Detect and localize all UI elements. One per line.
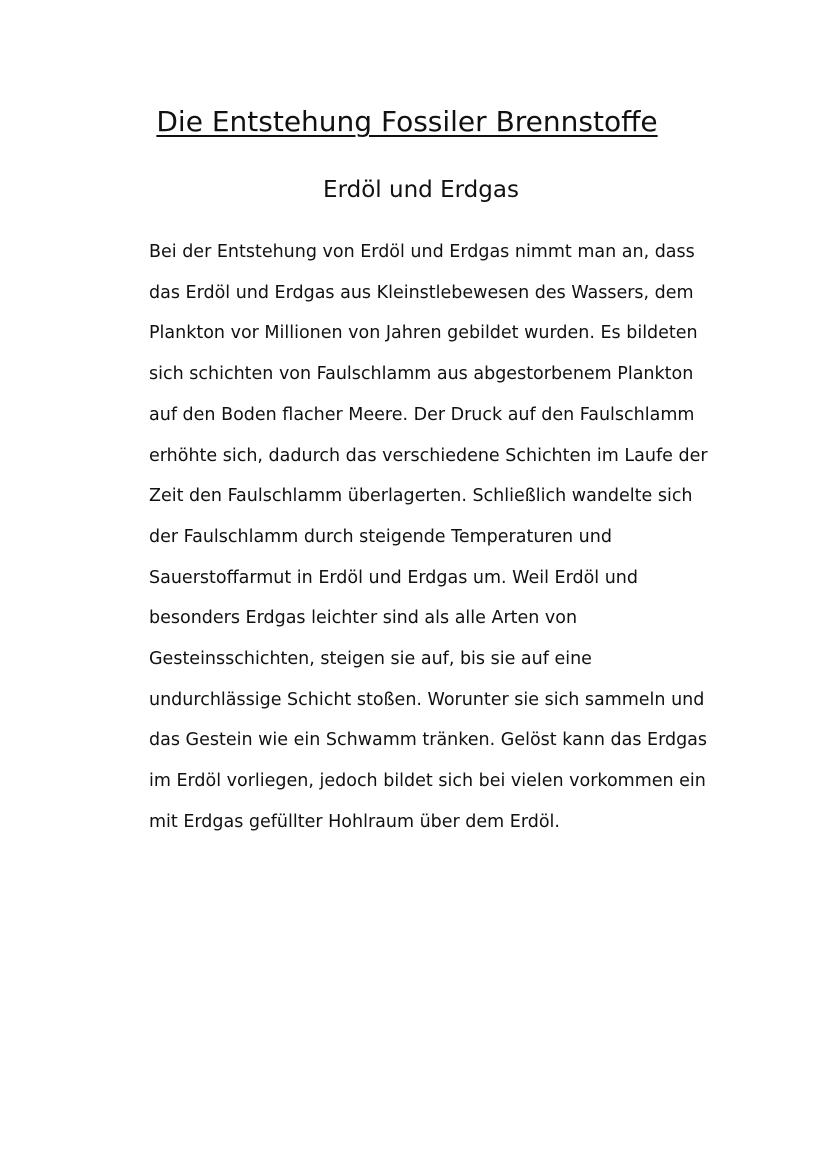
paragraph-line: mit Erdgas gefüllter Hohlraum über dem Erdöl. [149, 811, 560, 832]
body-paragraph [149, 232, 749, 843]
paragraph-line: erhöhte sich, dadurch das verschiedene Schichten im Laufe der [149, 445, 708, 466]
paragraph-line: besonders Erdgas leichter sind als alle Arten von [149, 608, 578, 629]
paragraph-line: sich schichten von Faulschlamm aus abgestorbenem Plankton [149, 364, 694, 385]
paragraph-line: Zeit den Faulschlamm überlagerten. Schließlich wandelte sich [149, 486, 693, 507]
section-heading: Erdöl und Erdgas [323, 177, 519, 203]
page-title: Die Entstehung Fossiler Brennstoffe [156, 105, 658, 138]
paragraph-line: Plankton vor Millionen von Jahren gebildet wurden. Es bildeten [149, 323, 698, 344]
paragraph-line: das Erdöl und Erdgas aus Kleinstlebewesen des Wassers, dem [149, 282, 694, 303]
paragraph-line: der Faulschlamm durch steigende Temperaturen und [149, 526, 612, 547]
paragraph-line: Gesteinsschichten, steigen sie auf, bis sie auf eine [149, 649, 592, 670]
paragraph-line: Bei der Entstehung von Erdöl und Erdgas nimmt man an, dass [149, 242, 695, 262]
paragraph-line: auf den Boden flacher Meere. Der Druck auf den Faulschlamm [149, 404, 695, 425]
paragraph-line: undurchlässige Schicht stoßen. Worunter sie sich sammeln und [149, 689, 705, 710]
paragraph-line: Sauerstoffarmut in Erdöl und Erdgas um. Weil Erdöl und [149, 567, 638, 588]
paragraph-line: im Erdöl vorliegen, jedoch bildet sich bei vielen vorkommen ein [149, 771, 706, 792]
paragraph-line: das Gestein wie ein Schwamm tränken. Gelöst kann das Erdgas [149, 730, 708, 751]
